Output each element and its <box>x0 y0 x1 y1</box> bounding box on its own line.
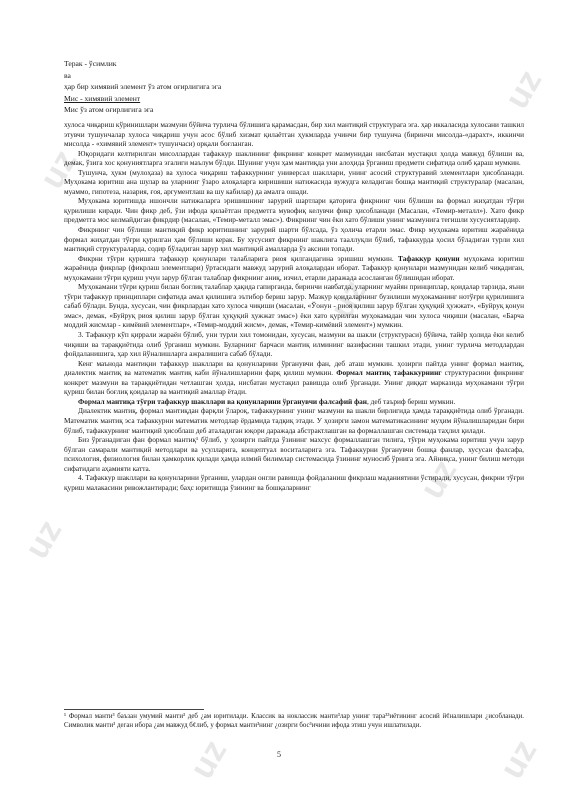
syllogism-line: Мис - химявий элемент <box>64 93 141 103</box>
page-number: 5 <box>277 750 281 759</box>
watermark: uz <box>17 513 70 566</box>
body-text <box>64 120 524 492</box>
body-paragraph: Юқоридаги келтирилган мисоллардан тафаккур шаклининг фикрнинг конкрет мазмунидан нисбатан мустақил ҳолда мавжуд бўлиши ва, демак, ўзига хос қонуниятларга эгалиги маълум бўлди. Шунинг учун ҳам мантиқда уни алоҳида ўрганиш предмети сифатида олиб қараш мумкин. <box>64 148 524 168</box>
body-paragraph: Фикрни тўғри қуришга тафаккур қонунлари талабларига риоя қилгандагина эришиш мумкин. Тафаккур қонуни муҳокама юритиш жараёнида фикрлар (фикрлаш элементлари) ўртасидаги мавжуд зарурий алоқалардан иборат. Тафаккур қонунлари мазмунидан келиб чиқадиган, муҳокамани тўғри қуриш учун зарур бўлган талаблар фикрнинг аниқ, изчил, етарли даражада асосланган бўлишидан иборат. <box>64 253 524 282</box>
watermark: uz <box>497 63 550 116</box>
watermark: uz <box>492 733 545 786</box>
body-paragraph: Диалектик мантиқ, формал мантиқдан фарқли ўлароқ, тафаккурнинг унинг мазмуни ва шакли бирлигида ҳамда тараққиётида олиб ўрганади. Математик мантиқ эса тафаккурни математик методлар ёрдамида тадқиқ этади. У ҳозирги замон математикасининг муҳим йўналишларидан бири бўлиб, тафаккурнинг мантиқий ҳисоблаш деб аталадиган юқори даражада абстрактлашган ва формаллашган системада таҳлил қилади. <box>64 406 524 435</box>
bold-term: Формал мантиқа тўғри тафаккур шакллари ва қонунларини ўрганувчи фалсафий фан <box>78 396 367 406</box>
watermark: uz <box>322 273 375 326</box>
body-paragraph: хулоса чиқариш кўринишлари мазмуни бўйича турлича бўлишига қарамасдан, бир хил мантиқий структурага эга. ҳар иккаласида хулосани ташкил этувчи тушунчалар хулоса чиқариш учун асос бўлиб хизмат қилаётган ҳукмларда учинчи бир тушунча (биринчи мисолда-«дарахт», иккинчи мисолда - «химявий элемент» тушунчаси) орқали боғланган. <box>64 120 524 149</box>
syllogism-line: Терак - ўсимлик <box>64 59 117 68</box>
body-paragraph: 4. Тафаккур шакллари ва қонунларини ўрганиш, улардан онгли равишда фойдаланиш фикрлаш маданиятини ўстиради, хусусан, фикрни тўғри қуриш малакасини ривожлантиради; баҳс юритишда ўзининг ва бошқаларнинг <box>64 473 524 492</box>
syllogism-conclusion: Мис ўз атом оғирлигига эга <box>64 105 154 115</box>
footnote-divider <box>64 709 204 710</box>
body-paragraph: Формал мантиқа тўғри тафаккур шакллари ва қонунларини ўрганувчи фалсафий фан, деб таъриф бериш мумкин. <box>78 396 456 406</box>
watermark: uz <box>32 143 85 196</box>
syllogism-line: ва <box>64 70 71 80</box>
syllogism-example <box>64 58 364 116</box>
syllogism-line: ҳар бир химявий элемент ўз атом оғирлигига эга <box>64 82 222 92</box>
body-paragraph: Кенг маънода мантиқни тафаккур шакллари ва қонунларини ўрганувчи фан, деб аташ мумкин. ҳозирги пайтда унинг формал мантиқ, диалектик мантиқ ва математик мантиқ каби йўналишларини фарқ қилиш мумкин. Формал мантиқ тафаккурнинг структурасини фикрнинг конкрет мазмуни ва тараққиётидан четлашган ҳолда, нисбатан мустақил равишда олиб ўрганади. Унинг диққат марказида муҳокамани тўғри қуриш билан боғлиқ қоидалар ва мантиқий амаллар ётади. <box>64 358 524 397</box>
watermark: uz <box>182 733 235 786</box>
bold-term: Формал мантиқ тафаккурнинг <box>336 368 442 378</box>
body-paragraph: 3. Тафаккур кўп қиррали жараён бўлиб, уни турли хил томонидан, хусусан, мазмуни ва шакли (структураси) бўйича, тайёр ҳолида ёки келиб чиқиши ва тараққиётида олиб ўрганиш мумкин. Буларнинг барчаси мантиқ илмининг вазифасини ташкил этади, унинг турлича методлардан фойдаланишига, ҳар хил йўналишларга ажралишига сабаб бўлади. <box>64 330 524 359</box>
footnote: ¹ Формал манти³ баъзан умумий манти³ деб ¿ам юритилади. Классик ва ноклассик манти³лар унинг тара³³иётининг асосий й¢налишлари ¿исобланади. Символик манти³ деган ибора ¿ам мавжуд б¢либ, у формал манти³нинг ¿озирги бос³ичини ифода этиш учун ишлатилади. <box>64 713 524 729</box>
body-paragraph: Муҳокамани тўғри қуриш билан боғлиқ талаблар ҳақида гапирганда, биринчи навбатда, уларнинг муайян принциплар, қоидалар тарзида, яъни тўғри тафаккур принциплари сифатида амал қилишига эътибор бериш зарур. Мазкур қоидаларнинг бузилиши муҳокаманинг нотўғри қурилишига сабаб бўлади. Бунда, хусусан, чин фикрлардан хато хулоса чиқиши (масалан, «Ўонун - риоя қилиш зарур бўлган ҳуқуқий ҳужжат», «Буйруқ қонун эмас», демак, «Буйруқ риоя қилиш зарур бўлган ҳуқуқий ҳужжат эмас») ёки хато қурилган муҳокамадан чин хулоса чиқиши (масалан, «Барча моддий жисмлар - кимёвий элементлар», «Темир-моддий жисм», демак, «Темир-кимёвий элемент») мумкин. <box>64 282 524 330</box>
body-paragraph: Муҳокама юритишда ишончли натижаларга эришишнинг зарурий шартлари қаторига фикрнинг чин бўлиши ва формал жиҳатдан тўғри қурилиши киради. Чин фикр деб, ўзи ифода қилаётган предметга мувофиқ келувчи фикр ҳисобланади (Масалан, «Темир-металл»). Хато фикр предметга мос келмайдиган фикрдир (масалан, «Темир-металл эмас»). Фикрнинг чин ёки хато бўлиши унинг мазмунига тегишли хусусиятлардир. <box>64 196 524 225</box>
body-paragraph: Биз ўрганадиган фан формал мантиқ¹ бўлиб, у ҳозирги пайтда ўзининг махсус формаллашган тилига, тўғри муҳокама юритиш учун зарур бўлган самарали мантиқий методлари ва усулларига, концептуал воситаларига эга. Тафаккурни ўрганувчи бошқа фанлар, хусусан фалсафа, психология, физиология билан ҳамкорлик қилади ҳамда илмий билимлар системасида ўзининг муносиб ўрнига эга. Айниқса, унинг билиш методи сифатидаги аҳамияти катта. <box>64 435 524 473</box>
bold-term: Тафаккур қонуни <box>398 253 460 263</box>
watermark: uz <box>412 453 465 506</box>
body-paragraph: Фикрнинг чин бўлиши мантиқий фикр юритишнинг зарурий шарти бўлсада, ўз ҳолича етарли эмас. Фикр муҳокама юритиш жараёнида формал жиҳатдан тўғри қурилган ҳам бўлиши керак. Бу хусусият фикрнинг шаклига тааллуқли бўлиб, тафаккурда ҳосил бўладиган турли хил мантиқий структураларда, содир бўладиган зарур хил мантиқий амалларда ўз аксини топади. <box>64 225 524 254</box>
body-paragraph: Тушунча, ҳукм (мулоҳаза) ва хулоса чиқариш тафаккурнинг универсал шакллари, унинг асосий структуравий элементлари ҳисобланади. Муҳокама юритиш ана шулар ва уларнинг ўзаро алоқаларга киришиши натижасида вужудга келадиган бошқа мантиқий структуралар (масалан, муаммо, гипотеза, назария, ғоя, аргументлаш ва шу кабилар) да амалга ошади. <box>64 167 524 196</box>
